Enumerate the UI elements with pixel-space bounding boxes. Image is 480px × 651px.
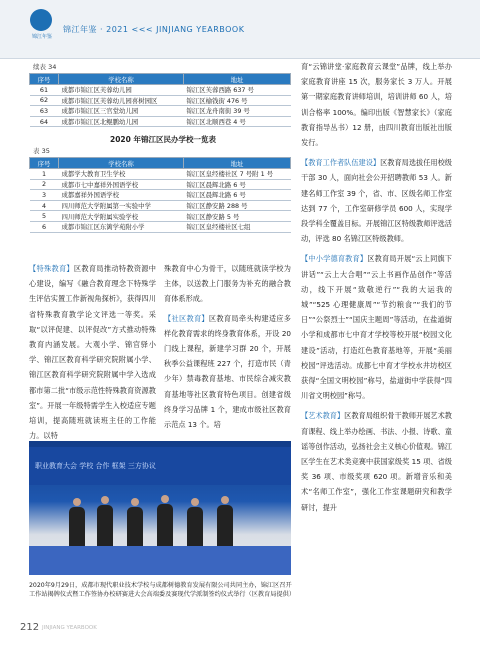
cell: 锦江区榆钱街 476 号: [184, 95, 291, 106]
cell: 四川师范大学附属实验学校: [59, 211, 184, 222]
section-keyword: 【社区教育】: [164, 313, 209, 323]
table-row: [30, 221, 291, 232]
paragraph-community-education: [164, 311, 291, 433]
person-figure: [127, 507, 143, 547]
cell: 锦江区静安路 5 号: [184, 211, 291, 222]
cell: 1: [30, 169, 59, 180]
cell: 锦江区皇经楼社区七组: [184, 221, 291, 232]
table35-caption: 表 35: [33, 147, 50, 155]
cell: 5: [30, 211, 59, 222]
paragraph-text: 育“云锦讲堂·家庭教育云课堂”品牌，线上举办家庭教育讲座 15 次，服务家长 3 万人。开展第一期家庭教育讲师培训，培训讲师 60 人，培训合格率 100%。编印出版《智慧家长》（家庭教育指导丛书）12 册，由四川教育出版社出版发行。: [301, 62, 452, 148]
cell: 锦江区芙蓉西路 637 号: [184, 85, 291, 96]
table-row: [30, 179, 291, 190]
paragraph-moral-education: [301, 251, 452, 403]
col-header: 地址: [184, 74, 291, 85]
person-figure: [217, 505, 233, 547]
person-head: [131, 498, 139, 506]
paragraph-continuation: [164, 261, 291, 307]
person-figure: [157, 504, 173, 547]
footer-brand: JINJIANG YEARBOOK: [42, 625, 97, 631]
event-photo: [29, 441, 291, 575]
section-keyword: 【教育工作者队伍建设】: [301, 158, 381, 168]
cell: 6: [30, 221, 59, 232]
cell: 2: [30, 179, 59, 190]
table-row: [30, 200, 291, 211]
cell: 四川师范大学附属第一实验中学: [59, 200, 184, 211]
cell: 4: [30, 200, 59, 211]
header-title: 锦江年鉴 · 2021 <<< JINJIANG YEARBOOK: [63, 25, 245, 34]
person-head: [101, 496, 109, 504]
page-number: 212: [20, 622, 40, 633]
table-row: [30, 211, 291, 222]
cell: 成都市锦江区东篱学苑附小学: [59, 221, 184, 232]
paragraph-art-education: [301, 408, 452, 514]
cell: 成都市七中嘉祥外国语学校: [59, 179, 184, 190]
cell: 64: [30, 116, 59, 127]
cell: 锦江区北顺西巷 4 号: [184, 116, 291, 127]
cell: 锦江区龙舟南街 39 号: [184, 106, 291, 117]
person-figure: [69, 507, 85, 547]
cell: 成都市锦江区芙蓉幼儿园喜树园区: [59, 95, 184, 106]
cell: 3: [30, 190, 59, 201]
yearbook-logo-icon: [30, 9, 52, 31]
page-header: [0, 0, 480, 59]
table-header-row: [30, 158, 291, 169]
section-keyword: 【中小学德育教育】: [301, 254, 368, 264]
section-keyword: 【特殊教育】: [29, 264, 74, 273]
table34: [29, 73, 291, 127]
person-head: [161, 495, 169, 503]
text-column-3: [301, 59, 452, 515]
cell: 成都市锦江区三官堂幼儿园: [59, 106, 184, 117]
person-head: [221, 496, 229, 504]
table-header-row: [30, 74, 291, 85]
table34-caption: 续表 34: [33, 63, 57, 71]
paragraph-text: 区教育局推动特教资源中心建设，编写《融合教育理念下特殊学生评估实置工作新视角探析》，获得四川省特殊教育教学论文评选一等奖。采取“以评促建、以评促改”方式推动特殊教育内涵发展。大观小学、锦官驿小学、锦江区教育科学研究院附属小学、锦江区教育科学研究院附属中学入选成都市第二批“市级示范性特殊教育资源教室”。开展一年级特需学生入校适应专题培训，提高随班就读班主任的工作能力。以特: [29, 264, 156, 441]
col-header: 地址: [184, 158, 291, 169]
table-row: [30, 116, 291, 127]
paragraph-text: 殊教育中心为骨干，以随班就读学校为主体，以送教上门服务为补充的融合教育体系形成。: [164, 264, 291, 304]
paragraph-text: 区教育局组织骨干教师开展艺术教育课程、线上举办绘画、书法、小报、诗歌、童谣等创作活动，弘扬社会主义核心价值观。锦江区学生在艺术类竞赛中获国家级奖 15 项、省级奖 36 项、市级奖项 620 项。新增音乐和美术“名师工作室”，强化工作室课题研究和教学研讨，提升: [301, 411, 452, 512]
cell: 锦江区皇经楼社区 7 号附 1 号: [184, 169, 291, 180]
col-header: 学校名称: [59, 158, 184, 169]
table-row: [30, 95, 291, 106]
text-column-2: [164, 261, 291, 432]
person-head: [191, 498, 199, 506]
cell: 锦江区晨辉北路 6 号: [184, 179, 291, 190]
paragraph-special-education: [29, 261, 156, 443]
table-row: [30, 85, 291, 96]
cell: 61: [30, 85, 59, 96]
cell: 成都市锦江区芙蓉幼儿园: [59, 85, 184, 96]
table-row: [30, 169, 291, 180]
paragraph-text: 区教育局开展“云上同旗下讲话”“云上大合唱”“云上书画作品创作”等活动，线下开展“致敬逆行”“我的大运我的城”“525 心理健康周”“节约粮食”“我们的节日”“公祭烈士”“国庆主题周”等活动，在盐道街小学和成都市七中育才学校等校开展“校园文化建设”活动，打造红色教育基地等，开展“美丽校园”评选活动。成都七中育才学校水井坊校区获得“全国文明校园”称号，盐道街中学获得“四川省文明校园”称号。: [301, 254, 452, 401]
cell: 62: [30, 95, 59, 106]
table-row: [30, 106, 291, 117]
text-column-1: [29, 261, 156, 443]
paragraph-teacher-team: [301, 155, 452, 246]
cell: 锦江区晨辉北路 6 号: [184, 190, 291, 201]
signing-table: [29, 546, 291, 575]
cell: 63: [30, 106, 59, 117]
table-row: [30, 190, 291, 201]
cell: 成都市锦江区北鲲鹏幼儿园: [59, 116, 184, 127]
person-figure: [187, 507, 203, 547]
photo-caption: 2020年9月29日，成都市现代职业技术学校与成都树德教育发展有限公司共同主办，锦江区召开工作站揭牌仪式暨工作签协办校研赛进大会高端委及赛现代学派制签约仪式举行（区教育局提供）: [29, 582, 296, 598]
col-header: 序号: [30, 74, 59, 85]
section-keyword: 【艺术教育】: [301, 411, 345, 421]
paragraph-continuation: [301, 59, 452, 150]
table35: [29, 157, 291, 233]
col-header: 学校名称: [59, 74, 184, 85]
banner-text: 职业教育大会 学校 合作 框架 三方协议: [35, 462, 156, 470]
photo-banner: [29, 447, 291, 485]
person-head: [73, 498, 81, 506]
logo-text: 锦江年鉴: [31, 34, 52, 40]
paragraph-text: 区教育局选拔任用校级干部 30 人，面向社会公开招聘教师 53 人。新建名师工作室 39 个，省、市、区级名师工作室达到 77 个，工作室研修学员 600 人，实现学段学科全覆盖目标。开展锦江区特级教师评选活动，评选 80 名锦江区特级教师。: [301, 158, 452, 244]
cell: 成都学大教育卫生学校: [59, 169, 184, 180]
paragraph-text: 区教育局牵头构建适应多样化教育需求的终身教育体系，开设 20 门线上课程，新建学习群 20 个，开展秋季公益课程班 227 个，打造市民（青少年）禁毒教育基地、市民综合减灾教育基地等社区教育特色项目。创建省级终身学习品牌 1 个，建成市级社区教育示范点 13 个。培: [164, 313, 291, 430]
person-figure: [97, 505, 113, 547]
table35-title: 2020 年锦江区民办学校一览表: [110, 135, 216, 144]
cell: 成都嘉祥外国语学校: [59, 190, 184, 201]
cell: 锦江区静安路 288 号: [184, 200, 291, 211]
col-header: 序号: [30, 158, 59, 169]
